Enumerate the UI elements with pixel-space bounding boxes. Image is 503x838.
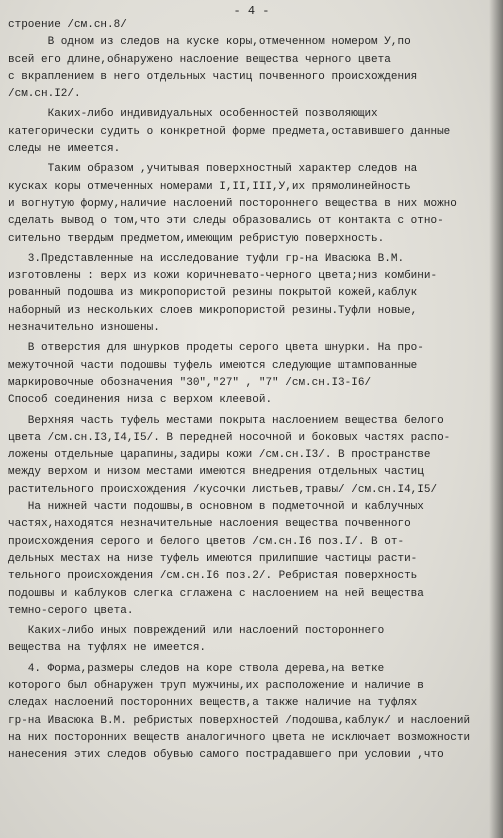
- text-line: подошвы и каблуков слегка сглажена с наслоением на ней вещества: [8, 587, 424, 600]
- text-line: на них посторонних веществ аналогичного цвета не исключает возможности: [8, 731, 471, 744]
- text-line: Каких-либо индивидуальных особенностей позволяющих: [8, 108, 378, 121]
- page-edge-shadow: [489, 0, 503, 838]
- text-line: нанесения этих следов обувью самого пострадавшего при условии ,что: [8, 749, 444, 762]
- text-line: происхождения серого и белого цветов /см.сн.I6 поз.I/. В от-: [8, 535, 405, 548]
- text-line: которого был обнаружен труп мужчины,их расположение и наличие в: [8, 679, 424, 692]
- text-line: цвета /см.сн.I3,I4,I5/. В передней носочной и боковых частях распо-: [8, 431, 451, 444]
- text-line: Каких-либо иных повреждений или наслоений постороннего: [8, 625, 385, 638]
- text-line: частях,находятся незначительные наслоения вещества почвенного: [8, 518, 411, 531]
- text-line: сительно твердым предметом,имеющим ребристую поверхность.: [8, 232, 385, 245]
- text-line: сделать вывод о том,что эти следы образовались от контакта с отно-: [8, 215, 444, 228]
- text-line: следах наслоений посторонних веществ,а также наличие на туфлях: [8, 697, 418, 710]
- text-line: В одном из следов на куске коры,отмеченном номером У,по: [8, 36, 411, 49]
- text-line: наборный из нескольких слоев микропористой резины.Туфли новые,: [8, 304, 418, 317]
- text-line: растительного происхождения /кусочки листьев,травы/ /см.сн.I4,I5/: [8, 483, 438, 496]
- text-line: между верхом и низом местами имеются внедрения отдельных частиц: [8, 466, 424, 479]
- text-line: изготовлены : верх из кожи коричневато-черного цвета;низ комбини-: [8, 270, 438, 283]
- text-line: вещества на туфлях не имеется.: [8, 642, 207, 655]
- text-line: рованный подошва из микропористой резины покрытой кожей,каблук: [8, 287, 418, 300]
- text-line: незначительно изношены.: [8, 322, 160, 335]
- text-line: темно-серого цвета.: [8, 604, 134, 617]
- text-line: Способ соединения низа с верхом клеевой.: [8, 394, 273, 407]
- text-line: /см.сн.I2/.: [8, 88, 81, 101]
- text-line: маркировочные обозначения "30","27" , "7" /см.сн.I3-I6/: [8, 376, 372, 389]
- text-line: Таким образом ,учитывая поверхностный характер следов на: [8, 163, 418, 176]
- text-line: Верхняя часть туфель местами покрыта наслоением вещества белого: [8, 414, 444, 427]
- text-line: тельного происхождения /см.сн.I6 поз.2/. Ребристая поверхность: [8, 570, 418, 583]
- text-line: гр-на Ивасюка В.М. ребристых поверхностей /подошва,каблук/ и наслоений: [8, 714, 471, 727]
- text-line: дельных местах на низе туфель имеются прилипшие частицы расти-: [8, 552, 418, 565]
- text-line: следы не имеется.: [8, 143, 121, 156]
- text-line: всей его длине,обнаружено наслоение вещества черного цвета: [8, 53, 391, 66]
- text-line: В отверстия для шнурков продеты серого цвета шнурки. На про-: [8, 342, 424, 355]
- text-line: строение /см.сн.8/: [8, 19, 127, 31]
- text-line: На нижней части подошвы,в основном в подметочной и каблучных: [8, 501, 424, 514]
- text-line: категорически судить о конкретной форме предмета,оставившего данные: [8, 125, 451, 138]
- text-line: кусках коры отмеченных номерами I,II,III,У,их прямолинейность: [8, 180, 411, 193]
- page-number: - 4 -: [233, 4, 270, 18]
- text-line: ложены отдельные царапины,задиры кожи /см.сн.I3/. В пространстве: [8, 449, 431, 462]
- text-line: 4. Форма,размеры следов на коре ствола дерева,на ветке: [8, 662, 385, 675]
- document-body: [8, 17, 486, 764]
- text-line: межуточной части подошвы туфель имеются следующие штампованные: [8, 359, 418, 372]
- text-line: с вкраплением в него отдельных частиц почвенного происхождения: [8, 70, 418, 83]
- text-line: и вогнутую форму,наличие наслоений постороннего вещества в них можно: [8, 197, 457, 210]
- text-line: 3.Представленные на исследование туфли гр-на Ивасюка В.М.: [8, 252, 405, 265]
